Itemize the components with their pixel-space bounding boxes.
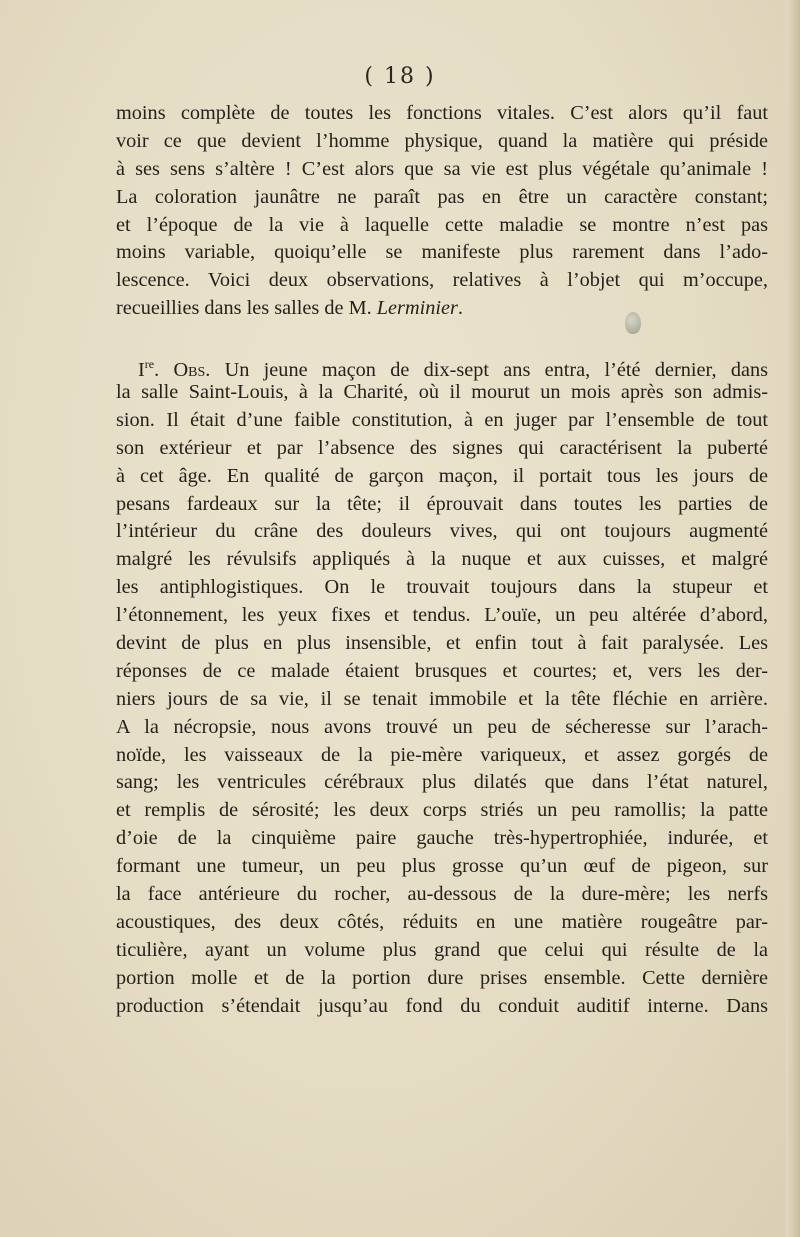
text-line: l’intérieur du crâne des douleurs vives, qui ont toujours augmenté — [116, 520, 768, 543]
text-line: noïde, les vaisseaux de la pie-mère variqueux, et assez gorgés de — [116, 743, 768, 766]
text-line: moins complète de toutes les fonctions vitales. C’est alors qu’il faut — [116, 102, 768, 124]
paragraph-intro — [116, 100, 768, 323]
text-line: et l’époque de la vie à laquelle cette maladie se montre n’est pas — [116, 213, 768, 236]
text-line: les antiphlogistiques. On le trouvait toujours dans la stupeur et — [116, 576, 768, 599]
text-line: l’étonnement, les yeux fixes et tendus. L’ouïe, un peu altérée d’abord, — [116, 604, 768, 627]
observation-numeral-superscript: re — [144, 357, 155, 372]
text-line-final — [116, 295, 768, 323]
text-line: à ses sens s’altère ! C’est alors que sa vie est plus végétale qu’animale ! — [116, 157, 768, 180]
text-line: et remplis de sérosité; les deux corps striés un peu ramollis; la patte — [116, 799, 768, 822]
page-body-text — [116, 100, 768, 1021]
text-line: formant une tumeur, un peu plus grosse qu’un œuf de pigeon, sur — [116, 855, 768, 878]
text-line: pesans fardeaux sur la tête; il éprouvait dans toutes les parties de — [116, 492, 768, 515]
text-line: son extérieur et par l’absence des signes qui caractérisent la puberté — [116, 436, 768, 459]
observation-heading-line — [116, 351, 768, 382]
text-line: la salle Saint-Louis, à la Charité, où il mourut un mois après son admis- — [116, 381, 768, 404]
text-segment: . — [457, 297, 463, 320]
text-line: acoustiques, des deux côtés, réduits en une matière rougeâtre par- — [116, 910, 768, 933]
text-line: ticulière, ayant un volume plus grand que celui qui résulte de la — [116, 938, 768, 961]
observation-label: . Obs. — [154, 359, 211, 382]
text-line: réponses de ce malade étaient brusques et courtes; et, vers les der- — [116, 659, 768, 682]
text-line: niers jours de sa vie, il se tenait immobile et la tête fléchie en arrière. — [116, 687, 768, 710]
paragraph-gap — [116, 323, 768, 351]
physician-name: Lerminier — [376, 297, 458, 320]
text-line: voir ce que devient l’homme physique, quand la matière qui préside — [116, 129, 768, 152]
text-line: sion. Il était d’une faible constitution, à en juger par l’ensemble de tout — [116, 408, 768, 431]
text-line: sang; les ventricules cérébraux plus dilatés que dans l’état naturel, — [116, 771, 768, 794]
text-line: La coloration jaunâtre ne paraît pas en être un caractère constant; — [116, 185, 768, 208]
page-edge-shadow — [786, 0, 800, 1237]
text-segment: Un jeune maçon de dix-sept ans entra, l’été dernier, dans — [210, 359, 768, 382]
text-line: A la nécropsie, nous avons trouvé un peu de sécheresse sur l’arach- — [116, 715, 768, 738]
text-line: malgré les révulsifs appliqués à la nuque et aux cuisses, et malgré — [116, 548, 768, 571]
text-line: à cet âge. En qualité de garçon maçon, il portait tous les jours de — [116, 464, 768, 487]
text-segment: recueillies dans les salles de M. — [116, 297, 377, 320]
page-number: ( 18 ) — [364, 64, 436, 89]
text-line: moins variable, quoiqu’elle se manifeste plus rarement dans l’ado- — [116, 241, 768, 264]
text-line: d’oie de la cinquième paire gauche très-hypertrophiée, indurée, et — [116, 827, 768, 850]
text-line: portion molle et de la portion dure prises ensemble. Cette dernière — [116, 966, 768, 989]
text-line: devint de plus en plus insensible, et enfin tout à fait paralysée. Les — [116, 632, 768, 655]
text-line: lescence. Voici deux observations, relatives à l’objet qui m’occupe, — [116, 269, 768, 292]
text-line: la face antérieure du rocher, au-dessous de la dure-mère; les nerfs — [116, 883, 768, 906]
text-line: production s’étendait jusqu’au fond du conduit auditif interne. Dans — [116, 994, 768, 1017]
paragraph-observation — [116, 351, 768, 1020]
observation-numeral: I — [138, 359, 145, 382]
